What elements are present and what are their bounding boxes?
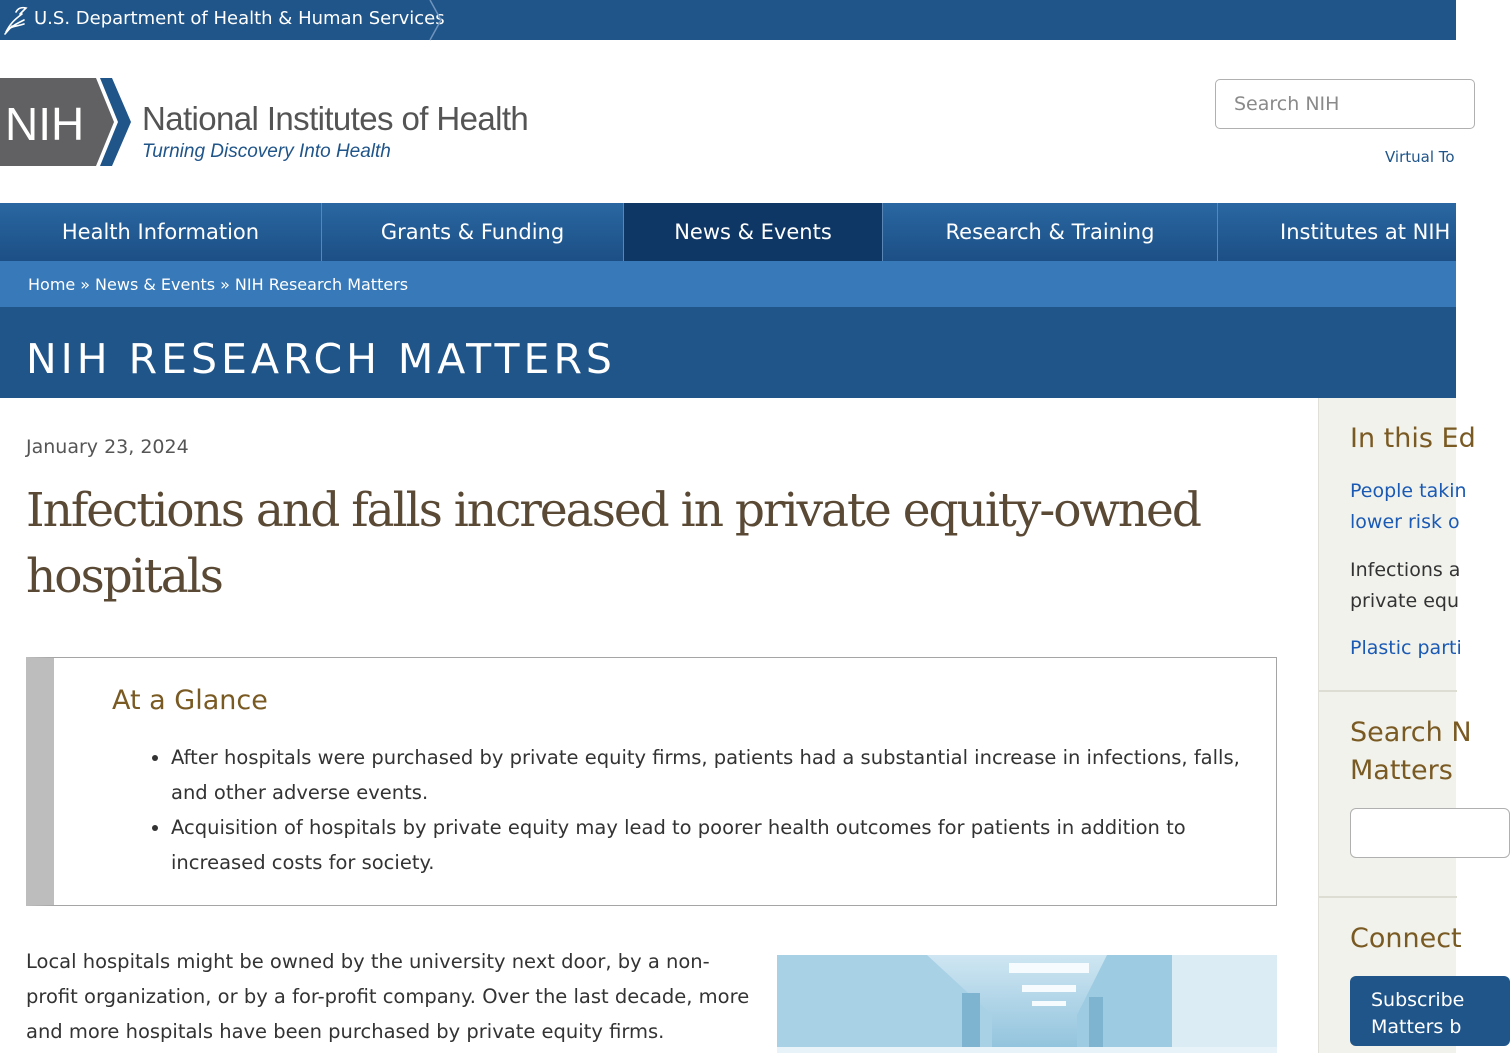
article-title: Infections and falls increased in private equity-owned hospitals <box>26 483 1200 604</box>
hospital-hallway-image <box>777 955 1277 1053</box>
chevron-right-icon <box>428 0 444 40</box>
nav-item-research-training[interactable]: Research & Training <box>883 203 1218 261</box>
at-a-glance-box <box>26 657 1277 906</box>
breadcrumb <box>0 261 1456 307</box>
sidebar <box>1318 398 1476 1053</box>
breadcrumb-home[interactable]: Home <box>28 274 76 294</box>
article-body-paragraph: Local hospitals might be owned by the university next door, by a non-profit organization, or by a for-profit company. Over the last decade, more and more hospitals have been purchased by private equity firms. <box>26 950 750 1043</box>
sidebar-search-input[interactable] <box>1350 808 1510 858</box>
breadcrumb-separator: » <box>220 274 230 294</box>
nih-logo[interactable] <box>0 78 132 166</box>
at-a-glance-title: At a Glance <box>112 685 268 716</box>
sidebar-divider <box>1319 690 1457 692</box>
edition-link-plastic[interactable]: Plastic parti <box>1350 637 1462 659</box>
edition-link-people[interactable]: People takin <box>1350 480 1467 502</box>
site-name[interactable]: National Institutes of Health <box>142 100 529 137</box>
list-item: • Acquisition of hospitals by private equity may lead to poorer health outcomes for patients in addition to increased costs for society. <box>171 810 1251 880</box>
hhs-link[interactable]: U.S. Department of Health & Human Services <box>34 8 445 29</box>
search-matters-heading: Search N <box>1350 717 1472 748</box>
site-tagline: Turning Discovery Into Health <box>142 141 391 162</box>
section-banner <box>0 307 1456 398</box>
hhs-eagle-icon <box>2 4 30 36</box>
nav-item-news-events[interactable]: News & Events <box>624 203 883 261</box>
main-nav <box>0 203 1456 261</box>
sidebar-divider <box>1319 896 1457 898</box>
subscribe-button-line2: Matters b <box>1371 1016 1462 1038</box>
breadcrumb-research-matters[interactable]: NIH Research Matters <box>234 274 409 294</box>
nav-item-institutes[interactable]: Institutes at NIH <box>1280 220 1451 244</box>
section-title: NIH RESEARCH MATTERS <box>26 335 616 383</box>
nav-item-grants-funding[interactable]: Grants & Funding <box>322 203 624 261</box>
virtual-tour-link[interactable]: Virtual To <box>1385 148 1455 166</box>
edition-link-people-line2[interactable]: lower risk o <box>1350 511 1460 533</box>
nih-logo-text: NIH <box>5 98 85 150</box>
hhs-top-bar <box>0 0 1456 40</box>
list-item: • After hospitals were purchased by private equity firms, patients had a substantial increase in infections, falls, and other adverse events. <box>171 740 1251 810</box>
edition-current-infections: Infections a <box>1350 559 1461 581</box>
search-matters-heading-line2: Matters <box>1350 755 1453 786</box>
article-date: January 23, 2024 <box>26 436 189 458</box>
in-this-edition-heading: In this Ed <box>1350 423 1476 454</box>
breadcrumb-news-events[interactable]: News & Events <box>95 274 216 294</box>
at-a-glance-list <box>171 740 1251 880</box>
breadcrumb-separator: » <box>80 274 91 294</box>
nav-item-health-information[interactable]: Health Information <box>0 203 322 261</box>
connect-heading: Connect <box>1350 923 1462 954</box>
subscribe-button-line1: Subscribe <box>1371 989 1465 1011</box>
search-input[interactable] <box>1215 79 1475 129</box>
subscribe-button[interactable] <box>1350 976 1510 1046</box>
edition-current-infections-line2: private equ <box>1350 590 1460 612</box>
